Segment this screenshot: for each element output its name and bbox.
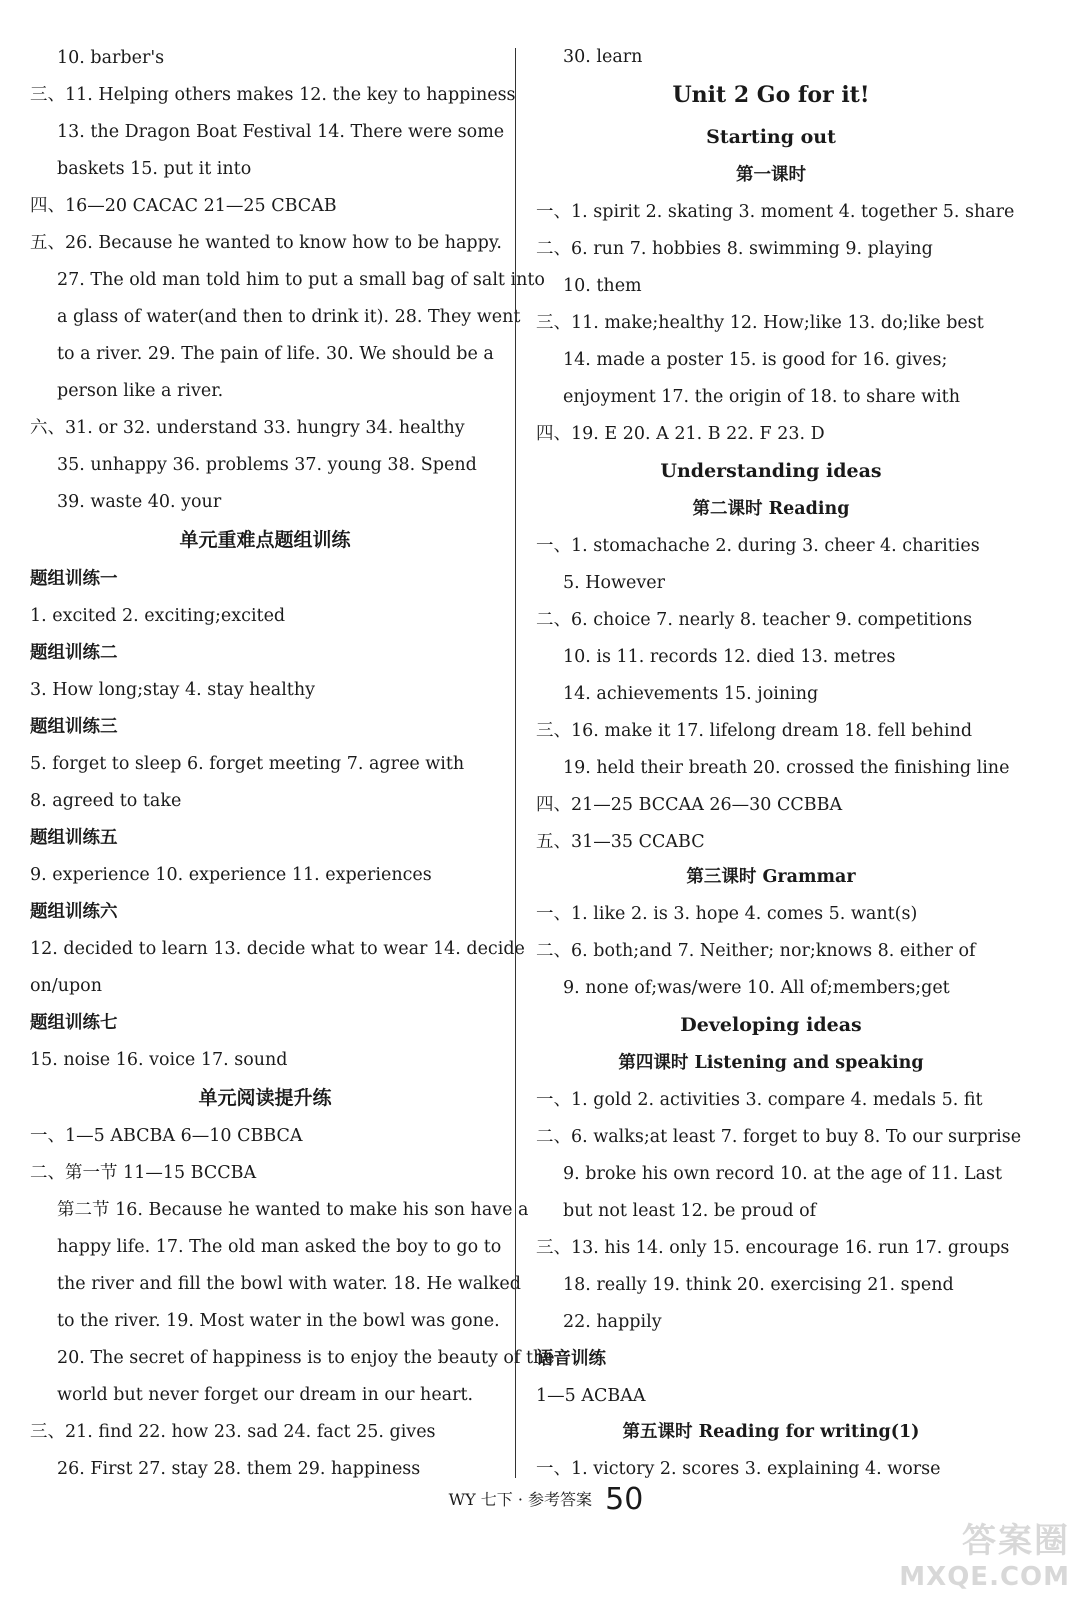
answer-line: 15. noise 16. voice 17. sound: [30, 1050, 288, 1070]
answer-line: but not least 12. be proud of: [563, 1201, 817, 1221]
answer-line: 一、1. stomachache 2. during 3. cheer 4. charities: [536, 536, 980, 556]
answer-line: 5. However: [563, 573, 666, 593]
answer-line: 一、1. victory 2. scores 3. explaining 4. worse: [536, 1459, 941, 1479]
answer-line: 13. the Dragon Boat Festival 14. There were some: [57, 122, 505, 142]
section-heading: 第五课时 Reading for writing(1): [622, 1422, 920, 1442]
section-heading: 第二课时 Reading: [692, 499, 850, 519]
subsection-label: 题组训练一: [30, 569, 118, 589]
answer-line: world but never forget our dream in our heart.: [57, 1385, 474, 1405]
section-heading: 第四课时 Listening and speaking: [618, 1053, 924, 1073]
answer-line: 30. learn: [563, 47, 643, 67]
answer-line: 5. forget to sleep 6. forget meeting 7. agree with: [30, 754, 465, 774]
answer-line: 四、21—25 BCCAA 26—30 CCBBA: [536, 795, 843, 815]
answer-line: 27. The old man told him to put a small bag of salt into: [57, 270, 545, 290]
watermark: [899, 1513, 1070, 1592]
answer-line: 26. First 27. stay 28. them 29. happiness: [57, 1459, 421, 1479]
answer-line: 二、6. choice 7. nearly 8. teacher 9. competitions: [536, 610, 973, 630]
section-heading: 第三课时 Grammar: [686, 867, 856, 887]
answer-line: 22. happily: [563, 1312, 662, 1332]
answer-line: 39. waste 40. your: [57, 492, 222, 512]
page-number: 50: [605, 1482, 644, 1517]
watermark-logo: 答案圈: [962, 1521, 1070, 1561]
answer-line: 四、16—20 CACAC 21—25 CBCAB: [30, 196, 337, 216]
answer-line: a glass of water(and then to drink it). 28. They went: [57, 307, 521, 327]
answer-line: 四、19. E 20. A 21. B 22. F 23. D: [536, 424, 825, 444]
answer-line: 9. experience 10. experience 11. experiences: [30, 865, 432, 885]
answer-line: 第二节 16. Because he wanted to make his son have a: [57, 1200, 529, 1220]
answer-line: 三、16. make it 17. lifelong dream 18. fell behind: [536, 721, 973, 741]
subsection-label: 题组训练二: [30, 643, 118, 663]
answer-line: baskets 15. put it into: [57, 159, 252, 179]
answer-line: 18. really 19. think 20. exercising 21. spend: [563, 1275, 954, 1295]
subsection-label: 题组训练五: [30, 828, 118, 848]
answer-line: 9. none of;was/were 10. All of;members;get: [563, 978, 950, 998]
page-footer: [0, 1482, 1092, 1517]
answer-line: 9. broke his own record 10. at the age of 11. Last: [563, 1164, 1003, 1184]
answer-line: 三、11. make;healthy 12. How;like 13. do;like best: [536, 313, 984, 333]
answer-line: person like a river.: [57, 381, 224, 401]
answer-line: 19. held their breath 20. crossed the finishing line: [563, 758, 1010, 778]
column-divider: [515, 48, 516, 1478]
answer-line: 10. is 11. records 12. died 13. metres: [563, 647, 896, 667]
section-heading: 第一课时: [736, 165, 806, 185]
answer-line: 8. agreed to take: [30, 791, 182, 811]
footer-label: WY 七下 · 参考答案: [448, 1490, 593, 1509]
section-heading: 单元重难点题组训练: [179, 529, 351, 551]
answer-line: 10. barber's: [57, 48, 165, 68]
answer-line: 五、31—35 CCABC: [536, 832, 705, 852]
subsection-label: 题组训练三: [30, 717, 118, 737]
answer-line: the river and fill the bowl with water. 18. He walked: [57, 1274, 521, 1294]
subsection-label: 题组训练七: [30, 1013, 118, 1033]
answer-line: happy life. 17. The old man asked the boy to go to: [57, 1237, 502, 1257]
subsection-label: 题组训练六: [30, 902, 118, 922]
answer-line: 三、13. his 14. only 15. encourage 16. run 17. groups: [536, 1238, 1010, 1258]
answer-line: 12. decided to learn 13. decide what to wear 14. decide: [30, 939, 525, 959]
answer-line: 1. excited 2. exciting;excited: [30, 606, 286, 626]
answer-line: 14. achievements 15. joining: [563, 684, 819, 704]
answer-line: 一、1. gold 2. activities 3. compare 4. medals 5. fit: [536, 1090, 983, 1110]
answer-line: enjoyment 17. the origin of 18. to share with: [563, 387, 960, 407]
section-heading: Unit 2 Go for it!: [672, 82, 870, 108]
answer-line: to the river. 19. Most water in the bowl was gone.: [57, 1311, 500, 1331]
answer-line: 14. made a poster 15. is good for 16. gives;: [563, 350, 948, 370]
answer-line: 二、6. run 7. hobbies 8. swimming 9. playing: [536, 239, 933, 259]
answer-line: on/upon: [30, 976, 102, 996]
answer-line: 三、11. Helping others makes 12. the key to happiness: [30, 85, 516, 105]
answer-line: 35. unhappy 36. problems 37. young 38. Spend: [57, 455, 477, 475]
answer-line: 二、6. both;and 7. Neither; nor;knows 8. either of: [536, 941, 976, 961]
answer-line: 3. How long;stay 4. stay healthy: [30, 680, 315, 700]
answer-line: 一、1—5 ABCBA 6—10 CBBCA: [30, 1126, 303, 1146]
section-heading: Understanding ideas: [660, 460, 882, 482]
section-heading: Developing ideas: [680, 1014, 862, 1036]
answer-line: 三、21. find 22. how 23. sad 24. fact 25. gives: [30, 1422, 436, 1442]
answer-line: 一、1. spirit 2. skating 3. moment 4. together 5. share: [536, 202, 1015, 222]
subsection-label: 语音训练: [536, 1349, 606, 1369]
answer-line: 10. them: [563, 276, 642, 296]
answer-line: 1—5 ACBAA: [536, 1386, 646, 1406]
answer-line: 20. The secret of happiness is to enjoy the beauty of the: [57, 1348, 555, 1368]
answer-line: 五、26. Because he wanted to know how to be happy.: [30, 233, 502, 253]
answer-line: 二、6. walks;at least 7. forget to buy 8. To our surprise: [536, 1127, 1022, 1147]
answer-line: 二、第一节 11—15 BCCBA: [30, 1163, 257, 1183]
section-heading: 单元阅读提升练: [198, 1087, 332, 1109]
section-heading: Starting out: [706, 126, 836, 148]
answer-line: to a river. 29. The pain of life. 30. We should be a: [57, 344, 494, 364]
watermark-url: MXQE.COM: [899, 1562, 1070, 1592]
answer-line: 一、1. like 2. is 3. hope 4. comes 5. want(s): [536, 904, 918, 924]
answer-line: 六、31. or 32. understand 33. hungry 34. healthy: [30, 418, 465, 438]
